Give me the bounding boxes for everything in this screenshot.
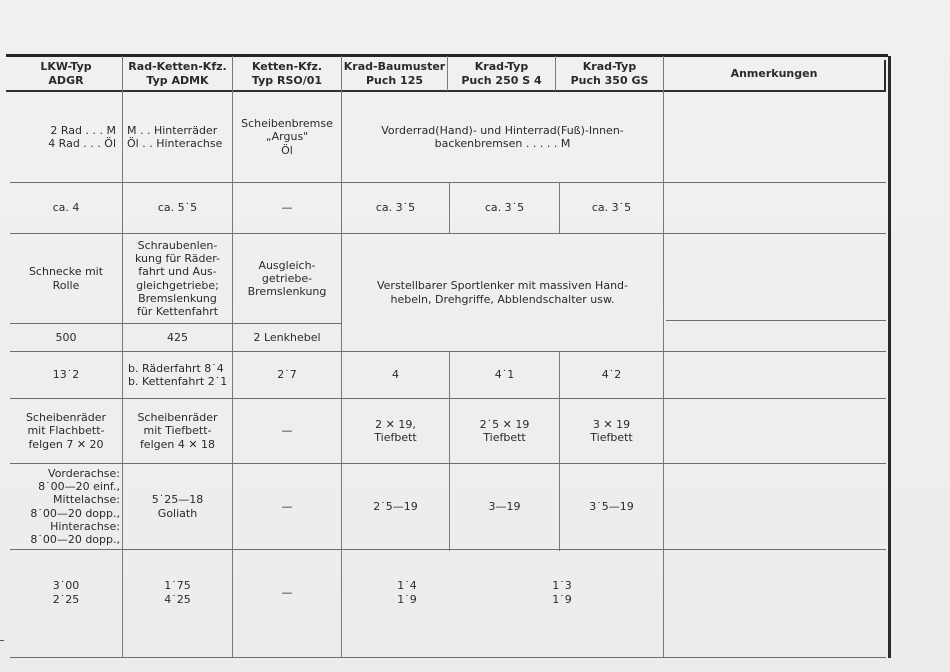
cell-lenkung-krad: Verstellbarer Sportlenker mit massiven Hand- hebeln, Drehgriffe, Abblendschalter usw. — [376, 279, 628, 306]
cell-bremsen-rso: Scheibenbremse „Argus" Öl — [241, 117, 333, 157]
cell-wert3-puch250: 4˙1 — [494, 368, 515, 382]
cell-raeder-puch125: 2 ✕ 19, Tiefbett — [374, 417, 417, 444]
cell-wert2-lkw: 500 — [55, 330, 77, 344]
cell-wert3-admk: b. Räderfahrt 8˙4 b. Kettenfahrt 2˙1 — [128, 361, 228, 388]
cell-raeder-admk: Scheibenräder mit Tiefbett- felgen 4 ✕ 18 — [137, 411, 218, 451]
row-divider — [666, 320, 886, 321]
cell-wert4-lkw: 3˙00 2˙25 — [52, 579, 80, 606]
cell-wert1-rso: — — [281, 201, 293, 215]
header-puch-350: Krad-Typ Puch 350 GS — [570, 59, 649, 87]
cell-bremsen-krad: Vorderrad(Hand)- und Hinterrad(Fuß)-Innen- backenbremsen . . . . . M — [381, 123, 624, 150]
header-admk: Rad-Ketten-Kfz. Typ ADMK — [128, 59, 227, 87]
table-right-border-inner — [884, 60, 886, 92]
cell-wert2-rso: 2 Lenkhebel — [253, 330, 321, 344]
cell-wert1-puch350: ca. 3˙5 — [591, 201, 632, 215]
cell-bereifung-puch350: 3˙5—19 — [589, 499, 634, 513]
cell-wert3-puch350: 4˙2 — [601, 368, 622, 382]
cell-bereifung-admk: 5˙25—18 Goliath — [151, 493, 204, 520]
header-puch-125: Krad-Baumuster Puch 125 — [343, 59, 446, 87]
cell-bereifung-puch125: 2˙5—19 — [373, 499, 418, 513]
cell-bereifung-rso: — — [281, 499, 293, 513]
margin-tick — [0, 640, 4, 641]
cell-raeder-puch350: 3 ✕ 19 Tiefbett — [590, 417, 633, 444]
cell-lenkung-admk: Schraubenlen- kung für Räder- fahrt und Aus- gleichgetriebe; Bremslenkung für Kettenfahrt — [135, 238, 220, 318]
table-right-border — [888, 56, 891, 658]
cell-wert4-puch125: 1˙4 1˙9 — [397, 579, 417, 606]
cell-wert1-lkw: ca. 4 — [52, 201, 80, 215]
cell-wert3-rso: 2˙7 — [277, 368, 297, 382]
row-divider — [10, 657, 886, 658]
cell-bereifung-lkw: Vorderachse: 8˙00—20 einf., Mittelachse: 8˙00—20 dopp., Hinterachse: 8˙00—20 dopp., — [30, 466, 120, 546]
header-puch-250: Krad-Typ Puch 250 S 4 — [461, 59, 542, 87]
header-rso: Ketten-Kfz. Typ RSO/01 — [251, 59, 323, 87]
cell-wert4-rso: — — [281, 585, 293, 599]
header-lkw-typ: LKW-Typ ADGR — [40, 59, 92, 87]
column-divider — [663, 56, 664, 657]
cell-wert4-puch250-350: 1˙3 1˙9 — [552, 579, 572, 606]
header-anmerkungen: Anmerkungen — [730, 66, 818, 80]
cell-raeder-lkw: Scheibenräder mit Flachbett- felgen 7 ✕ 20 — [25, 411, 107, 451]
cell-wert3-lkw: 13˙2 — [52, 368, 80, 382]
cell-lenkung-lkw: Schnecke mit Rolle — [28, 265, 104, 292]
cell-wert2-admk: 425 — [167, 330, 188, 344]
cell-wert3-puch125: 4 — [392, 368, 399, 382]
cell-lenkung-rso: Ausgleich- getriebe- Bremslenkung — [247, 258, 327, 299]
cell-bremsen-admk: M . . Hinterräder Öl . . Hinterachse — [127, 123, 223, 150]
cell-wert1-puch250: ca. 3˙5 — [484, 201, 525, 215]
cell-wert1-admk: ca. 5˙5 — [157, 201, 198, 215]
cell-raeder-rso: — — [281, 424, 293, 438]
cell-raeder-puch250: 2˙5 ✕ 19 Tiefbett — [479, 417, 530, 444]
cell-bremsen-lkw: 2 Rad . . . M 4 Rad . . . Öl — [48, 123, 116, 150]
cell-bereifung-puch250: 3—19 — [488, 499, 521, 513]
cell-wert1-puch125: ca. 3˙5 — [375, 201, 416, 215]
cell-wert4-admk: 1˙75 4˙25 — [164, 579, 191, 606]
